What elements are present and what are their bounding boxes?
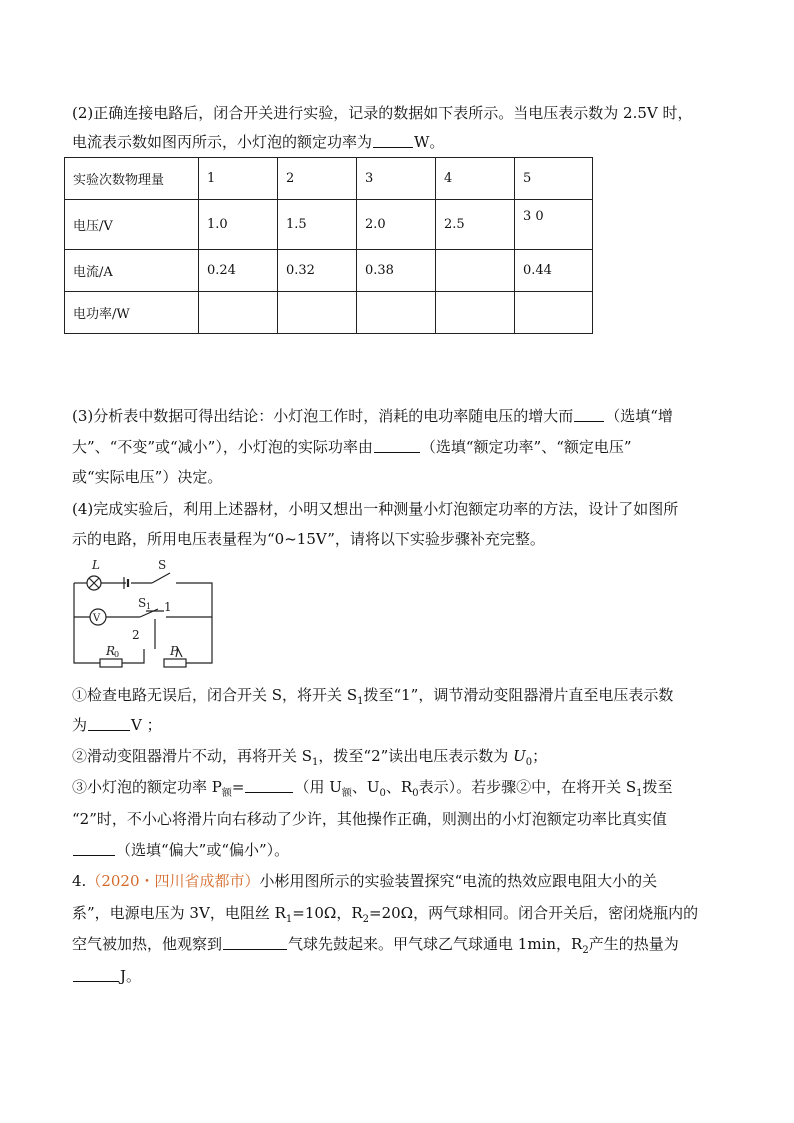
q2-text-b: W。 xyxy=(414,133,445,151)
label-position-1: 1 xyxy=(164,600,172,614)
step1-text-c: 为 xyxy=(72,716,88,734)
step3-sub: 额 xyxy=(221,788,232,799)
table-cell-empty[interactable] xyxy=(357,292,436,334)
step1-text: ①检查电路无误后，闭合开关 S，将开关 S xyxy=(72,686,358,704)
step3-sub3: 0 xyxy=(379,788,386,799)
table-cell: 2.5 xyxy=(436,200,515,250)
data-table xyxy=(64,157,593,334)
step1-line1 xyxy=(72,684,673,713)
q4b-text-2b: =10Ω，R xyxy=(292,904,363,922)
step3-text-c: （用 U xyxy=(294,778,342,796)
step3-text-f: 表示）。若步骤②中，在将开关 S xyxy=(418,778,637,796)
step3-sub2: 额 xyxy=(341,788,352,799)
table-cell: 0.32 xyxy=(278,250,357,292)
answer-blank-voltage[interactable] xyxy=(88,715,130,731)
label-switch-s1-sub: 1 xyxy=(146,602,152,611)
q2-line1: (2)正确连接电路后，闭合开关进行实验，记录的数据如下表所示。当电压表示数为 2.5V 时， xyxy=(72,104,693,122)
q3-text-d: （选填“额定功率”、“额定电压” xyxy=(420,438,632,456)
answer-blank-bias[interactable] xyxy=(73,840,115,856)
answer-blank-power[interactable] xyxy=(373,132,413,148)
table-cell-empty[interactable] xyxy=(278,292,357,334)
label-switch-s: S xyxy=(158,558,167,572)
table-header-row xyxy=(65,158,593,200)
step2-line xyxy=(72,745,547,774)
step2-sub: 1 xyxy=(312,757,319,768)
q4b-sub2: 2 xyxy=(362,914,370,925)
q4b-text-3a: 空气被加热，他观察到 xyxy=(72,935,223,953)
answer-blank-determinant[interactable] xyxy=(374,437,420,453)
table-cell: 1.5 xyxy=(278,200,357,250)
table-cell-empty[interactable] xyxy=(199,292,278,334)
table-row-voltage xyxy=(65,200,593,250)
q2-text-a: 电流表示数如图丙所示，小灯泡的额定功率为 xyxy=(72,133,373,151)
q4b-text-2a: 系”，电源电压为 3V，电阻丝 R xyxy=(72,904,286,922)
q2-line2 xyxy=(72,131,444,153)
step2-text-b: ，拨至“2”读出电压表示数为 xyxy=(318,747,514,765)
table-cell: 0.38 xyxy=(357,250,436,292)
label-lamp: L xyxy=(92,558,100,572)
q4b-text-2c: =20Ω，两气球相同。闭合开关后，密闭烧瓶内的 xyxy=(369,904,699,922)
table-cell: 0.24 xyxy=(199,250,278,292)
table-cell: 电压/V xyxy=(65,200,199,250)
step3-sub4: 0 xyxy=(412,788,419,799)
q3-line3: 或“实际电压”）决定。 xyxy=(72,468,223,486)
step3-text-d: 、U xyxy=(351,778,380,796)
q3-text-b: （选填“增 xyxy=(605,407,673,425)
q4b-line1 xyxy=(72,870,657,892)
table-cell: 2.0 xyxy=(357,200,436,250)
table-cell: 3 xyxy=(357,158,436,200)
table-cell: 0.44 xyxy=(515,250,593,292)
table-cell-empty[interactable] xyxy=(436,292,515,334)
step1-line2 xyxy=(72,714,162,736)
step2-text-c: ； xyxy=(532,747,548,765)
step3-line1 xyxy=(72,776,673,805)
q4b-text-3b: 气球先鼓起来。甲气球乙气球通电 1min，R xyxy=(288,935,583,953)
step3-text-a: ③小灯泡的额定功率 P xyxy=(72,778,222,796)
q4-line2: 示的电路，所用电压表量程为“0~15V”，请将以下实验步骤补充完整。 xyxy=(72,530,545,548)
rheostat-symbol xyxy=(164,659,186,667)
label-position-2: 2 xyxy=(132,628,140,642)
q4b-text-3c: 产生的热量为 xyxy=(588,935,679,953)
q4-line1: (4)完成实验后，利用上述器材，小明又想出一种测量小灯泡额定功率的方法，设计了如图所 xyxy=(72,500,679,518)
table-cell-empty[interactable] xyxy=(436,250,515,292)
answer-blank-trend[interactable] xyxy=(574,406,604,422)
table-cell: 5 xyxy=(515,158,593,200)
lamp-symbol xyxy=(87,576,101,590)
question-number: 4. xyxy=(72,872,87,890)
answer-blank-heat[interactable] xyxy=(73,966,119,982)
step2-text: ②滑动变阻器滑片不动，再将开关 S xyxy=(72,747,313,765)
step2-u: U xyxy=(513,747,526,765)
q3-text-a: (3)分析表中数据可得出结论：小灯泡工作时，消耗的电功率随电压的增大而 xyxy=(72,407,574,425)
label-r0: R xyxy=(106,644,116,658)
table-cell xyxy=(515,200,593,250)
label-voltmeter: V xyxy=(93,613,101,624)
table-cell: 1 xyxy=(199,158,278,200)
step1-text-b: 拨至“1”，调节滑动变阻器滑片直至电压表示数 xyxy=(363,686,674,704)
step2-u-sub: 0 xyxy=(525,757,533,768)
table-row-current xyxy=(65,250,593,292)
table-cell: 电功率/W xyxy=(65,292,199,334)
label-slider-p: P xyxy=(170,644,179,658)
step1-text-d: V ； xyxy=(131,716,162,734)
step3-line3 xyxy=(72,839,289,861)
q3-line2 xyxy=(72,436,632,458)
q4b-line3 xyxy=(72,933,679,962)
answer-blank-balloon[interactable] xyxy=(223,934,287,950)
step3-text-e: 、R xyxy=(385,778,413,796)
step3-sub5: 1 xyxy=(636,788,643,799)
q3-line1 xyxy=(72,405,673,427)
step3-text-g: 拨至 xyxy=(642,778,673,796)
table-row-power xyxy=(65,292,593,334)
table-cell-text: 3 0 xyxy=(523,209,544,224)
step1-sub: 1 xyxy=(357,696,364,707)
question-source: （2020・四川省成都市） xyxy=(86,872,260,890)
circuit-diagram xyxy=(66,557,216,671)
step3-text-b: = xyxy=(231,778,245,796)
table-cell: 电流/A xyxy=(65,250,199,292)
resistor-r0-symbol xyxy=(100,659,122,667)
table-cell: 4 xyxy=(436,158,515,200)
step3-line2: “2”时，不小心将滑片向右移动了少许，其他操作正确，则测出的小灯泡额定功率比真实值 xyxy=(72,810,667,828)
q4b-text-4: J。 xyxy=(120,967,142,985)
q4b-text-1: 小彬用图所示的实验装置探究“电流的热效应跟电阻大小的关 xyxy=(259,872,658,890)
q4b-sub1: 1 xyxy=(285,914,293,925)
table-cell-empty[interactable] xyxy=(515,292,593,334)
q4b-line2 xyxy=(72,902,698,931)
q4b-line4 xyxy=(72,965,141,987)
label-r0-sub: 0 xyxy=(114,650,120,659)
table-cell: 2 xyxy=(278,158,357,200)
q3-text-c: 大”、“不变”或“减小”），小灯泡的实际功率由 xyxy=(72,438,373,456)
table-cell: 实验次数物理量 xyxy=(65,158,199,200)
table-cell: 1.0 xyxy=(199,200,278,250)
step3-text-h: （选填“偏大”或“偏小”）。 xyxy=(116,841,290,859)
q4b-sub3: 2 xyxy=(582,945,589,956)
label-switch-s1: S xyxy=(138,596,147,610)
answer-blank-formula[interactable] xyxy=(245,777,293,793)
